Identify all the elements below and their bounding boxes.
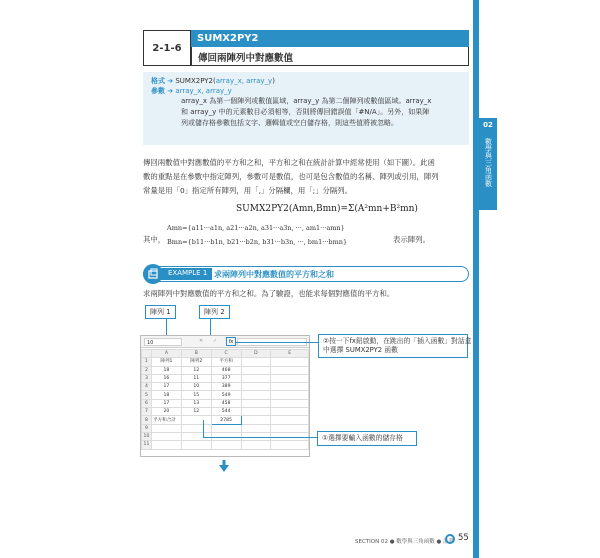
- page-number: 55: [458, 533, 469, 543]
- cell[interactable]: [151, 441, 181, 449]
- cell[interactable]: 17: [151, 399, 181, 407]
- cell[interactable]: [271, 374, 309, 382]
- cell[interactable]: 平方和合計: [151, 416, 181, 424]
- conditions-array-b: Bmn={b11···b1n, b21···b2n, b31···b3n, ···, bm1···bmn}: [167, 238, 348, 246]
- args-label: 參數: [151, 87, 165, 95]
- name-box[interactable]: 10: [144, 338, 182, 346]
- section-number: 2-1-6: [143, 30, 191, 66]
- callout-1-leader-v: [203, 420, 204, 437]
- example-icon: [143, 264, 163, 284]
- cell[interactable]: 12: [181, 408, 211, 416]
- cell[interactable]: [241, 383, 271, 391]
- chapter-number: 02: [483, 121, 493, 129]
- insert-function-button[interactable]: fx: [226, 337, 236, 346]
- selected-cell[interactable]: 2785: [211, 416, 241, 424]
- cell[interactable]: 12: [181, 366, 211, 374]
- table-row: [142, 366, 309, 374]
- syntax-args-row: [151, 86, 461, 96]
- cell[interactable]: [211, 441, 241, 449]
- cell[interactable]: [241, 358, 271, 366]
- column-header[interactable]: C: [211, 350, 241, 358]
- cell[interactable]: [271, 424, 309, 432]
- row-header[interactable]: 5: [142, 391, 152, 399]
- example-subtitle: 求兩陣列中對應數值的平方和之和。為了驗證，也能求每個對應值的平方和。: [143, 289, 395, 298]
- cell[interactable]: 18: [151, 391, 181, 399]
- cell[interactable]: [271, 399, 309, 407]
- cell[interactable]: [151, 432, 181, 440]
- confirm-icon[interactable]: ✓: [213, 338, 218, 344]
- cell[interactable]: 陣列1: [151, 358, 181, 366]
- cancel-icon[interactable]: ✕: [199, 338, 204, 344]
- page-circle-icon: [445, 534, 455, 544]
- conditions-tail: 表示陣列。: [393, 235, 430, 244]
- footer-text: SECTION 02 ● 數學與三角函數 ● 計算: [355, 539, 455, 545]
- table-row: [142, 358, 309, 366]
- column-header[interactable]: E: [271, 350, 309, 358]
- cell[interactable]: [271, 441, 309, 449]
- cell[interactable]: [271, 391, 309, 399]
- down-arrow-icon: [219, 457, 229, 476]
- cell[interactable]: [241, 366, 271, 374]
- cell[interactable]: 平方和: [211, 358, 241, 366]
- cell[interactable]: [151, 424, 181, 432]
- arrow-icon: ➔: [167, 77, 174, 85]
- cell[interactable]: 16: [151, 374, 181, 382]
- callout-2-line: ②按一下fx鈕啟動，在跳出的「插入函數」對話盒: [323, 337, 472, 345]
- row-header[interactable]: 2: [142, 366, 152, 374]
- cell[interactable]: [241, 391, 271, 399]
- column-header-row: [142, 350, 309, 358]
- cell[interactable]: [271, 408, 309, 416]
- function-name: SUMX2PY2: [191, 30, 469, 47]
- format-args: array_x, array_y: [215, 77, 273, 85]
- table-row: [142, 424, 309, 432]
- cell[interactable]: 17: [151, 383, 181, 391]
- cell[interactable]: [271, 383, 309, 391]
- cell[interactable]: 10: [181, 383, 211, 391]
- chapter-label: 數學與三角函數: [484, 137, 493, 187]
- column-header[interactable]: D: [241, 350, 271, 358]
- cell[interactable]: [271, 358, 309, 366]
- spreadsheet: [140, 335, 310, 457]
- table-row: [142, 408, 309, 416]
- args-value: array_x, array_y: [175, 87, 232, 95]
- column-header[interactable]: B: [181, 350, 211, 358]
- cell[interactable]: [241, 408, 271, 416]
- cell[interactable]: 544: [211, 408, 241, 416]
- cell[interactable]: 11: [181, 374, 211, 382]
- cell[interactable]: [181, 424, 211, 432]
- cell[interactable]: 13: [181, 399, 211, 407]
- row-header[interactable]: 9: [142, 424, 152, 432]
- syntax-desc-line: array_x 為第一個陣列或數值區域，array_y 為第二個陣列或數值區域。array_x: [181, 97, 432, 105]
- callout-step-2: [318, 334, 472, 358]
- arrow-icon: ➔: [167, 87, 174, 95]
- body-line: 常量是用「0」指定所有陣列，用「,」分隔欄，用「;」分隔列。: [143, 186, 353, 195]
- row-header[interactable]: 1: [142, 358, 152, 366]
- cell[interactable]: [211, 424, 241, 432]
- cell[interactable]: 549: [211, 391, 241, 399]
- row-header[interactable]: 4: [142, 383, 152, 391]
- syntax-desc-line: 和 array_y 中的元素數目必須相等，否則將傳回錯誤值「#N/A」。另外，如果陣: [181, 108, 430, 116]
- row-header[interactable]: 8: [142, 416, 152, 424]
- conditions-array-a: Amn={a11···a1n, a21···a2n, a31···a3n, ···, am1···amn}: [167, 224, 345, 232]
- callout-1-leader-h: [203, 437, 317, 438]
- body-line: 傳回兩數值中對應數值的平方和之和，平方和之和在統計計算中經常使用（如下圖）。此函: [143, 158, 435, 167]
- syntax-desc-line: 列或儲存格參數包括文字、邏輯值或空白儲存格，則這些值將被忽略。: [181, 119, 398, 127]
- syntax-format-row: [151, 76, 461, 86]
- cell[interactable]: 458: [211, 399, 241, 407]
- chapter-tab: [479, 118, 497, 210]
- conditions-lead: 其中，: [143, 235, 166, 244]
- table-row: [142, 416, 309, 424]
- cell[interactable]: 陣列2: [181, 358, 211, 366]
- cell[interactable]: [241, 424, 271, 432]
- table-row: [142, 391, 309, 399]
- function-description: 傳回兩陣列中對應數值: [191, 47, 469, 66]
- syntax-box: [143, 72, 469, 145]
- cell[interactable]: [241, 399, 271, 407]
- cell[interactable]: [181, 441, 211, 449]
- row-header[interactable]: 11: [142, 441, 152, 449]
- format-close: ): [272, 77, 275, 85]
- example-title: 求兩陣列中對應數值的平方和之和: [214, 270, 334, 279]
- cell-grid: [141, 349, 309, 450]
- row-header[interactable]: 10: [142, 432, 152, 440]
- column-header[interactable]: A: [151, 350, 181, 358]
- callout-step-1: ①選擇要輸入函數的儲存格: [317, 431, 417, 446]
- table-row: [142, 383, 309, 391]
- cell[interactable]: 389: [211, 383, 241, 391]
- callout-2-leader: [236, 342, 318, 343]
- row-header[interactable]: 6: [142, 399, 152, 407]
- table-row: [142, 441, 309, 449]
- example-bar: [143, 266, 469, 282]
- table-row: [142, 374, 309, 382]
- body-line: 數的重點是在參數中指定陣列，參數可是數值，也可是包含數值的名稱、陣列或引用，陣列: [143, 172, 439, 181]
- cell[interactable]: [181, 416, 211, 424]
- cell[interactable]: 15: [181, 391, 211, 399]
- cell[interactable]: [271, 366, 309, 374]
- format-label: 格式: [151, 77, 165, 85]
- cell[interactable]: [241, 374, 271, 382]
- section-strip: [473, 0, 479, 558]
- example-tag: EXAMPLE 1: [160, 268, 212, 280]
- cell[interactable]: [271, 416, 309, 424]
- cell[interactable]: 20: [151, 408, 181, 416]
- corner-cell: [142, 350, 152, 358]
- cell[interactable]: 377: [211, 374, 241, 382]
- row-header[interactable]: 7: [142, 408, 152, 416]
- row-header[interactable]: 3: [142, 374, 152, 382]
- array1-label: 陣列 1: [145, 305, 176, 319]
- cell[interactable]: 18: [151, 366, 181, 374]
- array2-label: 陣列 2: [199, 305, 230, 319]
- table-row: [142, 399, 309, 407]
- cell[interactable]: [241, 416, 271, 424]
- cell[interactable]: 468: [211, 366, 241, 374]
- callout-2-line: 中選擇 SUMX2PY2 函數: [323, 346, 398, 354]
- format-function: SUMX2PY2(: [175, 77, 216, 85]
- formula: SUMX2PY2(Amn,Bmn)=Σ(A²mn+B²mn): [236, 204, 418, 214]
- function-header: [143, 30, 469, 66]
- cell[interactable]: [241, 441, 271, 449]
